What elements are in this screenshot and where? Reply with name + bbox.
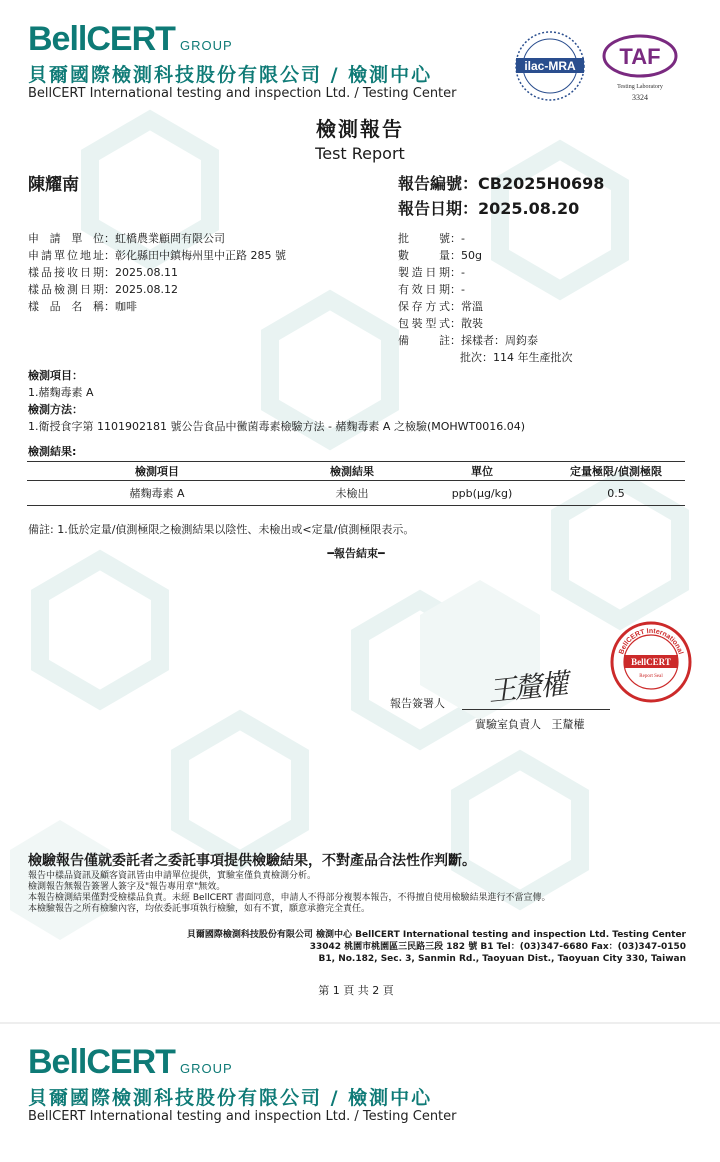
disclaimer-notes [28, 871, 551, 915]
report-number-label: 報告編號： [398, 174, 479, 193]
next-page-logo-group: GROUP [180, 1061, 233, 1076]
report-title-en: Test Report [315, 144, 405, 163]
disclaimer-line: 檢測報告無報告簽署人簽字及"報告專用章"無效。 [28, 882, 226, 892]
page-number: 第 1 頁 共 2 頁 [318, 984, 394, 997]
info-row-quantity: 數 量：50g [398, 249, 482, 262]
info-row-applicant: 申 請 單 位：虹橋農業顧問有限公司 [28, 232, 225, 245]
test-items-value: 1.赭麴毒素 A [28, 386, 94, 399]
company-name-cn: 貝爾國際檢測科技股份有限公司 / 檢測中心 [28, 64, 433, 86]
footer-line: B1, No.182, Sec. 3, Sanmin Rd., Taoyuan Dist., Taoyuan City 330, Taiwan [318, 954, 686, 964]
company-logo [28, 20, 233, 59]
results-note: 備註: 1.低於定量/偵測極限之檢測結果以陰性、未檢出或<定量/偵測極限表示。 [28, 523, 415, 536]
col-limit: 定量極限/偵測極限 [547, 462, 685, 481]
info-row-address: 申請單位地址：彰化縣田中鎮梅州里中正路 285 號 [28, 249, 286, 262]
company-footer-address [187, 929, 686, 965]
report-number-value: CB2025H0698 [478, 174, 605, 193]
client-name: 陳耀南 [28, 175, 79, 195]
info-row-test-date: 樣品檢測日期：2025.08.12 [28, 283, 178, 296]
signer-label: 報告簽署人 [390, 697, 445, 710]
cell-limit: 0.5 [547, 481, 685, 506]
next-page-logo-text: BellCERT [28, 1043, 175, 1081]
company-name-en: BellCERT International testing and inspection Ltd. / Testing Center [28, 86, 457, 101]
ilac-mra-badge [512, 30, 588, 102]
next-page-company-cn: 貝爾國際檢測科技股份有限公司 / 檢測中心 [28, 1087, 433, 1109]
cell-test-item: 赭麴毒素 A [27, 481, 287, 506]
logo-group-text: GROUP [180, 38, 233, 53]
disclaimer-line: 報告中樣品資訊及顧客資訊皆由申請單位提供，實驗室僅負責檢測分析。 [28, 871, 317, 881]
info-row-received-date: 樣品接收日期：2025.08.11 [28, 266, 178, 279]
seal-sub-text: Report Seal [639, 674, 663, 679]
col-test-item: 檢測項目 [27, 462, 287, 481]
disclaimer-line: 本報告檢測結果僅對受檢樣品負責。未經 BellCERT 書面同意，申請人不得部分複製本報告，不得擅自使用檢驗結果進行不當宣傳。 [28, 893, 551, 903]
info-row-expiry-date: 有效日期：- [398, 283, 465, 296]
cell-unit: ppb(μg/kg) [417, 481, 547, 506]
info-row-mfg-date: 製造日期：- [398, 266, 465, 279]
signer-name: 王釐權 [551, 718, 585, 731]
sample-info-right [398, 230, 573, 366]
taf-sub-label: Testing Laboratory [617, 84, 663, 90]
taf-number: 3324 [632, 93, 648, 102]
footer-line: 貝爾國際檢測科技股份有限公司 檢測中心 BellCERT International testing and inspection Ltd. Testing Center [186, 930, 686, 940]
bellcert-report-seal [610, 621, 692, 703]
taf-label: TAF [619, 44, 661, 69]
logo-text: BellCERT [28, 20, 175, 58]
taf-badge [600, 34, 680, 106]
report-date-value: 2025.08.20 [478, 199, 580, 218]
sample-info-left [28, 230, 286, 315]
info-row-remark: 備 註：採樣者：周鈞泰 [398, 334, 538, 347]
next-page-logo [28, 1043, 233, 1082]
info-row-packaging: 包裝型式：散裝 [398, 317, 483, 330]
info-row-batch: 批 號：- [398, 232, 465, 245]
col-unit: 單位 [417, 462, 547, 481]
disclaimer-title: 檢驗報告僅就委託者之委託事項提供檢驗結果，不對產品合法性作判斷。 [28, 853, 476, 869]
report-date-label: 報告日期： [398, 199, 479, 218]
report-number [398, 171, 604, 194]
next-page-company-en: BellCERT International testing and inspection Ltd. / Testing Center [28, 1109, 457, 1124]
footer-line: 33042 桃園市桃園區三民路三段 182 號 B1 Tel：(03)347-6680 Fax：(03)347-0150 [309, 942, 686, 952]
col-result: 檢測結果 [287, 462, 417, 481]
report-title-cn: 檢測報告 [316, 117, 404, 141]
signature-line [462, 709, 610, 710]
info-row-storage: 保存方式：常溫 [398, 300, 483, 313]
test-method-label: 檢測方法： [28, 403, 83, 416]
seal-center-text: BellCERT [631, 657, 671, 667]
signer-title: 實驗室負責人 [475, 718, 541, 731]
test-items-label: 檢測項目： [28, 369, 83, 382]
results-table [27, 461, 685, 506]
report-date [398, 196, 579, 219]
test-method-value: 1.衛授食字第 1101902181 號公告食品中黴菌毒素檢驗方法 - 赭麴毒素 A 之檢驗(MOHWT0016.04) [28, 420, 526, 433]
table-row [27, 481, 685, 506]
disclaimer-line: 本檢驗報告之所有檢驗內容，均依委託事項執行檢驗，如有不實，願意承擔完全責任。 [28, 904, 371, 914]
signer-info [475, 716, 585, 733]
report-end-marker: ━報告結束━ [327, 547, 385, 560]
results-header-row [27, 462, 685, 481]
handwritten-signature: 王釐權 [486, 667, 568, 708]
results-label: 檢測結果: [28, 445, 77, 458]
cell-result: 未檢出 [287, 481, 417, 506]
seal-top-text: BellCERT International [618, 627, 684, 656]
info-row-sample-name: 樣 品 名 稱：咖啡 [28, 300, 137, 313]
ilac-label: ilac-MRA [524, 59, 576, 73]
info-row-remark-extra: 批次：114 年生產批次 [460, 351, 573, 364]
